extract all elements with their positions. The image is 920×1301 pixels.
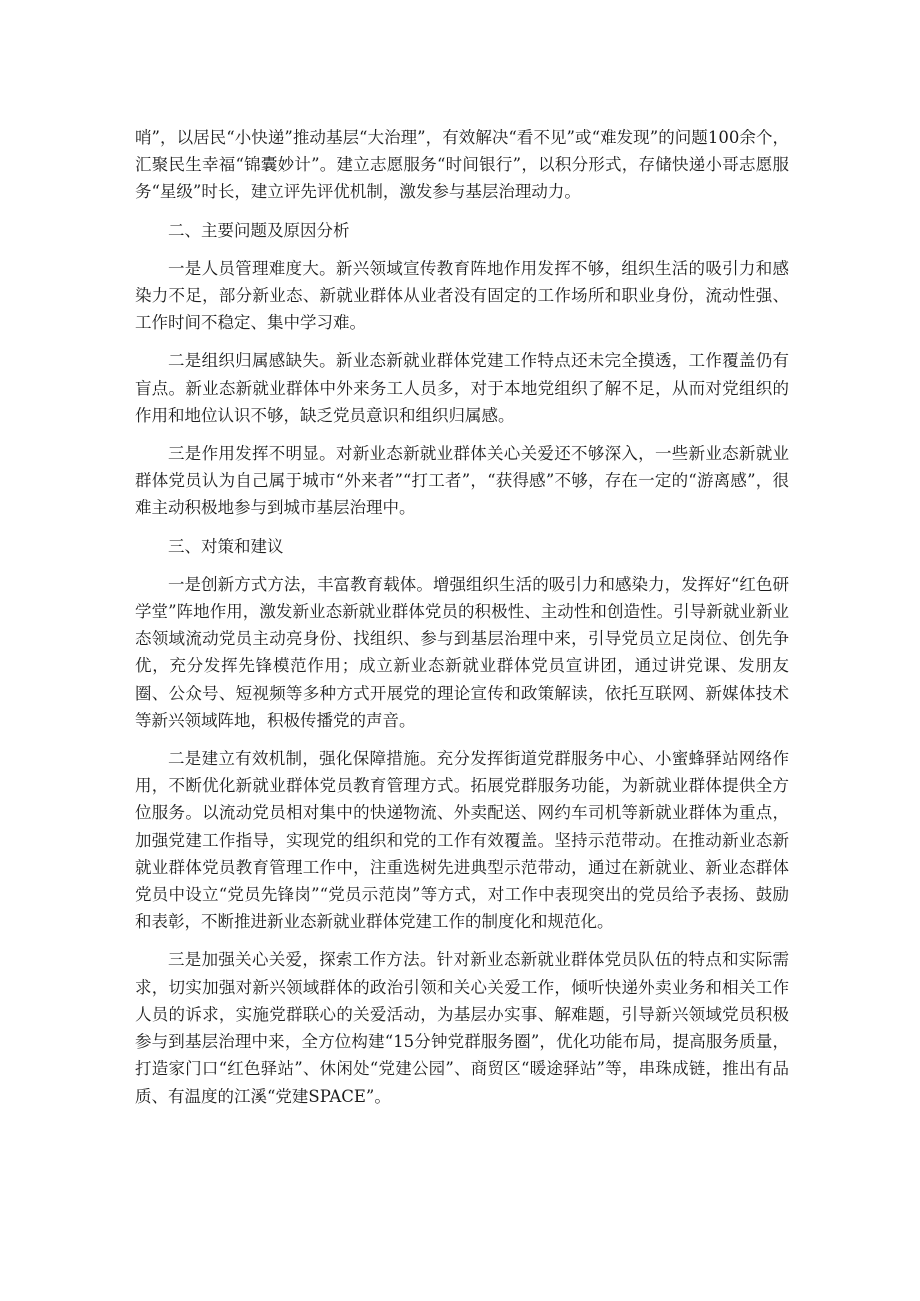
paragraph-continuation: 哨”，以居民“小快递”推动基层“大治理”，有效解决“看不见”或“难发现”的问题100余个，汇聚民生幸福“锦囊妙计”。建立志愿服务“时间银行”，以积分形式，存储快递小哥志愿服务“星级”时长，建立评先评优机制，激发参与基层治理动力。 — [135, 128, 789, 202]
paragraph-mechanism: 二是建立有效机制，强化保障措施。充分发挥街道党群服务中心、小蜜蜂驿站网络作用，不断优化新就业群体党员教育管理方式。拓展党群服务功能，为新就业群体提供全方位服务。以流动党员相对集中的快递物流、外卖配送、网约车司机等新就业群体为重点，加强党建工作指导，实现党的组织和党的工作有效覆盖。坚持示范带动。在推动新业态新就业群体党员教育管理工作中，注重选树先进典型示范带动，通过在新就业、新业态群体党员中设立“党员先锋岗”“党员示范岗”等方式，对工作中表现突出的党员给予表扬、鼓励和表彰，不断推进新业态新就业群体党建工作的制度化和规范化。 — [135, 749, 789, 932]
document-page — [135, 124, 789, 1121]
paragraph-innovation: 一是创新方式方法，丰富教育载体。增强组织生活的吸引力和感染力，发挥好“红色研学堂”阵地作用，激发新业态新就业群体党员的积极性、主动性和创造性。引导新就业新业态领域流动党员主动亮身份、找组织、参与到基层治理中来，引导党员立足岗位、创先争优，充分发挥先锋模范作用；成立新业态新就业群体党员宣讲团，通过讲党课、发朋友圈、公众号、短视频等多种方式开展党的理论宣传和政策解读，依托互联网、新媒体技术等新兴领域阵地，积极传播党的声音。 — [135, 574, 789, 730]
paragraph-belonging: 二是组织归属感缺失。新业态新就业群体党建工作特点还未完全摸透，工作覆盖仍有盲点。新业态新就业群体中外来务工人员多，对于本地党组织了解不足，从而对党组织的作用和地位认识不够，缺乏党员意识和组织归属感。 — [135, 351, 789, 425]
paragraph-personnel-management: 一是人员管理难度大。新兴领域宣传教育阵地作用发挥不够，组织生活的吸引力和感染力不足，部分新业态、新就业群体从业者没有固定的工作场所和职业身份，流动性强、工作时间不稳定、集中学习难。 — [135, 258, 789, 333]
paragraph-role: 三是作用发挥不明显。对新业态新就业群体关心关爱还不够深入，一些新业态新就业群体党员认为自己属于城市“外来者”“打工者”，“获得感”不够，存在一定的“游离感”，很难主动积极地参与到城市基层治理中。 — [135, 444, 789, 518]
section-heading-problems: 二、主要问题及原因分析 — [168, 220, 350, 240]
section-heading-countermeasures: 三、对策和建议 — [168, 536, 284, 556]
paragraph-care: 三是加强关心关爱，探索工作方法。针对新业态新就业群体党员队伍的特点和实际需求，切实加强对新兴领域群体的政治引领和关心关爱工作，倾听快递外卖业务和相关工作人员的诉求，实施党群联心的关爱活动，为基层办实事、解难题，引导新兴领域党员积极参与到基层治理中来，全方位构建“15分钟党群服务圈”，优化功能布局，提高服务质量，打造家门口“红色驿站”、休闲处“党建公园”、商贸区“暖途驿站”等，串珠成链，推出有品质、有温度的江溪“党建SPACE”。 — [135, 950, 789, 1106]
